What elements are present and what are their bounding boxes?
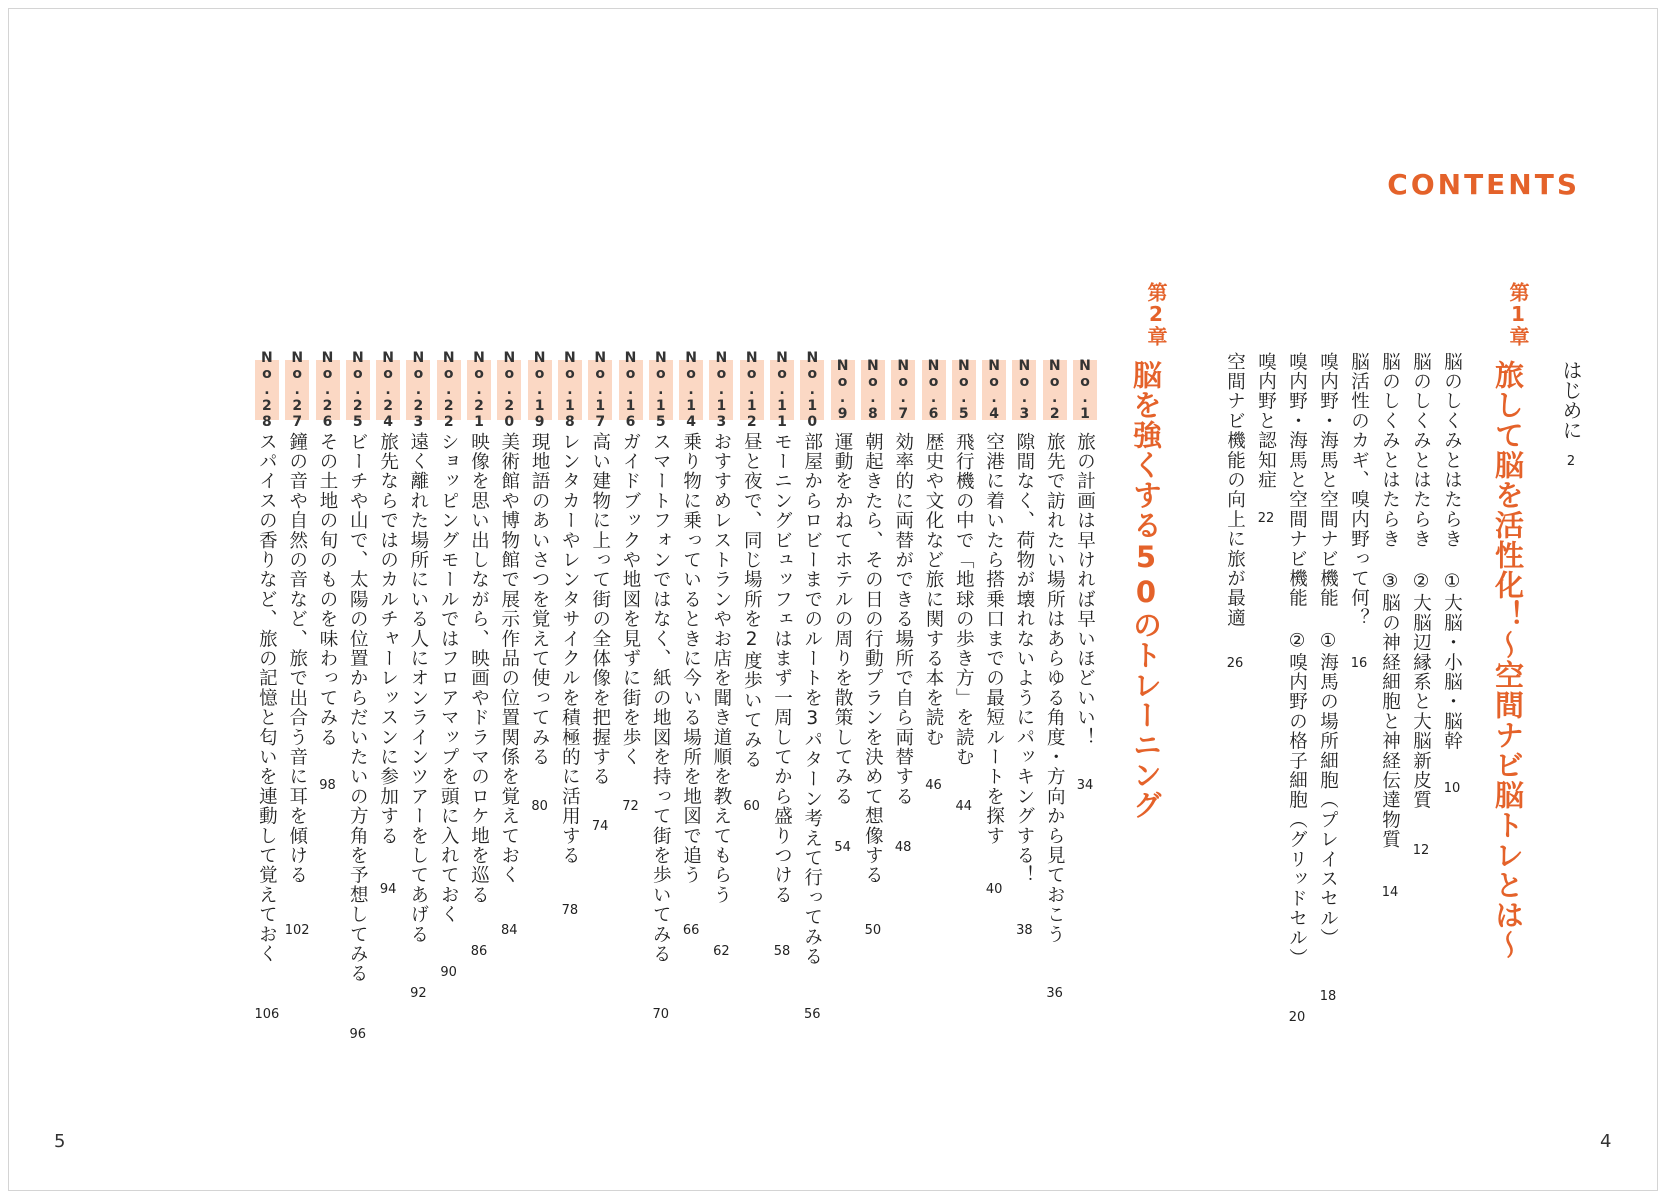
chapter1-entry-text: 脳のしくみとはたらき ①大脳・小脳・脳幹	[1441, 352, 1463, 751]
item-number-badge	[497, 350, 521, 430]
item-number-label: No.3	[1016, 358, 1033, 422]
chapter2-entry-text: 昼と夜で、同じ場所を2度歩いてみる	[741, 432, 763, 770]
chapter2-entry-text: ショッピングモールではフロアマップを頭に入れておく	[438, 432, 460, 925]
item-number-label: No.25	[349, 350, 366, 430]
chapter2-entry-text: ガイドブックや地図を見ずに街を歩く	[620, 432, 641, 767]
chapter2-entry-page: 98	[319, 777, 336, 793]
item-number-label: No.12	[743, 350, 760, 430]
item-number-label: No.6	[925, 358, 942, 422]
chapter2-entry-page: 38	[1016, 923, 1033, 939]
item-number-badge	[891, 360, 915, 420]
item-number-label: No.5	[955, 358, 972, 422]
chapter2-entry-text: 旅先で訪れたい場所はあらゆる角度・方向から見ておこう	[1044, 432, 1066, 945]
chapter2-entry-text: 旅先ならではのカルチャーレッスンに参加する	[377, 432, 399, 846]
chapter2-label: 第2章	[1144, 282, 1168, 346]
chapter2-entry-text: 空港に着いたら搭乗口までの最短ルートを探す	[983, 432, 1005, 846]
chapter1-entry-text: 脳活性のカギ、嗅内野って何？	[1348, 352, 1370, 628]
chapter2-entry-text: 朝起きたら、その日の行動プランを決めて想像する	[862, 432, 884, 886]
chapter2-entry-text: スマートフォンではなく、紙の地図を持って街を歩いてみる	[650, 432, 672, 964]
chapter2-entry-page: 80	[531, 798, 548, 814]
item-number-badge	[558, 350, 582, 430]
chapter1-entry-text: 脳のしくみとはたらき ③脳の神経細胞と神経伝達物質	[1379, 352, 1401, 850]
chapter2-entry-page: 70	[652, 1006, 670, 1022]
page-number-left: 5	[54, 1131, 66, 1152]
chapter2-entry-page: 36	[1046, 985, 1063, 1001]
chapter2-entry-page: 50	[864, 923, 882, 939]
item-number-label: No.11	[774, 350, 790, 430]
item-number-badge	[1012, 360, 1036, 420]
chapter1-entry-text: 嗅内野・海馬と空間ナビ機能 ②嗅内野の格子細胞（グリッドセル）	[1286, 352, 1308, 968]
item-number-badge	[619, 350, 643, 430]
chapter1-label: 第1章	[1506, 282, 1530, 346]
chapter2-title: 脳を強くする50のトレーニング	[1129, 360, 1163, 820]
item-number-badge	[255, 350, 279, 430]
chapter2-entry-page: 58	[773, 944, 791, 960]
chapter2-entry-page: 92	[410, 985, 427, 1001]
item-number-label: No.26	[319, 350, 336, 430]
chapter1-entry-page: 20	[1288, 1009, 1306, 1025]
item-number-label: No.16	[622, 350, 639, 430]
item-number-label: No.2	[1046, 358, 1063, 422]
item-number-label: No.18	[561, 350, 578, 430]
chapter2-entry-text: スパイスの香りなど、旅の記憶と匂いを連動して覚えておく	[256, 432, 278, 964]
chapter1-entry-page: 16	[1350, 656, 1368, 672]
chapter2-entry-page: 34	[1076, 777, 1094, 793]
item-number-label: No.15	[652, 350, 669, 430]
chapter2-entry-page: 78	[561, 902, 579, 918]
chapter2-entry-text: 歴史や文化など旅に関する本を読む	[923, 432, 944, 748]
chapter2-entry-page: 66	[682, 923, 700, 939]
item-number-label: No.14	[683, 350, 700, 430]
item-number-label: No.21	[471, 350, 487, 430]
item-number-label: No.7	[895, 358, 912, 422]
chapter2-entry-page: 60	[743, 798, 760, 814]
item-number-label: No.28	[258, 350, 275, 430]
intro-label: はじめに	[1559, 360, 1583, 440]
chapter2-entry-text: 映像を思い出しながら、映画やドラマのロケ地を巡る	[468, 432, 490, 905]
chapter2-entry-page: 48	[894, 840, 912, 856]
item-number-badge	[588, 350, 612, 430]
chapter2-entry-page: 56	[804, 1006, 821, 1022]
chapter1-entry-page: 26	[1226, 656, 1244, 672]
page-number-right: 4	[1600, 1131, 1612, 1152]
item-number-badge	[952, 360, 976, 420]
chapter2-entry-text: 飛行機の中で「地球の歩き方」を読む	[953, 432, 975, 767]
chapter2-entry-text: 高い建物に上って街の全体像を把握する	[589, 432, 611, 787]
chapter1-entry-page: 12	[1412, 843, 1430, 859]
chapter2-entry-page: 44	[955, 798, 973, 814]
item-number-badge	[679, 350, 703, 430]
chapter2-entry-page: 90	[440, 965, 457, 980]
item-number-label: No.24	[380, 350, 397, 430]
item-number-badge	[709, 350, 733, 430]
chapter2-entry-page: 106	[254, 1006, 280, 1022]
chapter2-entry-text: 隙間なく、荷物が壊れないようにパッキングする！	[1013, 432, 1035, 886]
item-number-badge	[770, 350, 794, 430]
chapter2-entry-text: その土地の旬のものを味わってみる	[317, 432, 338, 748]
item-number-label: No.27	[289, 350, 306, 430]
chapter2-entry-text: 美術館や博物館で展示作品の位置関係を覚えておく	[498, 432, 520, 886]
chapter2-entry-text: 乗り物に乗っているときに今いる場所を地図で追う	[680, 432, 702, 886]
item-number-label: No.10	[804, 350, 821, 430]
chapter2-entry-page: 54	[834, 840, 851, 856]
chapter2-entry-text: モーニングビュッフェはまず一周してから盛りつける	[771, 432, 793, 905]
contents-title: CONTENTS	[1387, 168, 1580, 201]
chapter1-entry-text: 空間ナビ機能の向上に旅が最適	[1224, 352, 1246, 628]
item-number-badge	[346, 350, 370, 430]
item-number-label: No.8	[864, 358, 881, 422]
chapter2-entry-text: おすすめレストランやお店を聞き道順を教えてもらう	[710, 432, 732, 905]
chapter2-entry-page: 96	[349, 1027, 367, 1043]
item-number-label: No.19	[531, 350, 548, 430]
item-number-badge	[831, 360, 855, 420]
item-number-label: No.22	[440, 350, 457, 430]
chapter2-entry-page: 46	[925, 777, 942, 793]
chapter1-entry-page: 14	[1381, 885, 1399, 900]
chapter2-entry-text: レンタカーやレンタサイクルを積極的に活用する	[559, 432, 581, 866]
chapter2-entry-page: 72	[622, 798, 639, 814]
item-number-label: No.23	[410, 350, 427, 430]
item-number-badge	[1043, 360, 1067, 420]
item-number-label: No.1	[1077, 358, 1093, 422]
chapter2-entry-text: ビーチや山で、太陽の位置からだいたいの方角を予想してみる	[347, 432, 369, 984]
item-number-badge	[376, 350, 400, 430]
item-number-badge	[467, 350, 491, 430]
chapter2-entry-text: 現地語のあいさつを覚えて使ってみる	[529, 432, 551, 767]
chapter2-entry-page: 84	[501, 923, 518, 939]
chapter2-entry-page: 62	[713, 944, 730, 960]
item-number-badge	[922, 360, 946, 420]
item-number-badge	[740, 350, 764, 430]
chapter1-entry-text: 脳のしくみとはたらき ②大脳辺縁系と大脳新皮質	[1410, 352, 1432, 811]
chapter2-entry-text: 旅の計画は早ければ早いほどいい！	[1074, 432, 1096, 748]
item-number-badge	[285, 350, 309, 430]
item-number-badge	[437, 350, 461, 430]
item-number-badge	[528, 350, 552, 430]
item-number-label: No.20	[501, 350, 518, 430]
chapter1-entry-page: 10	[1443, 781, 1461, 796]
chapter1-title: 旅して脳を活性化！〜空間ナビ脳トレとは〜	[1491, 360, 1525, 960]
item-number-badge	[316, 350, 340, 430]
item-number-label: No.4	[986, 358, 1003, 422]
chapter2-entry-page: 74	[591, 819, 609, 835]
chapter2-entry-page: 86	[470, 944, 488, 960]
chapter1-entry-text: 嗅内野・海馬と空間ナビ機能 ①海馬の場所細胞（プレイスセル）	[1317, 352, 1339, 948]
item-number-label: No.17	[592, 350, 609, 430]
item-number-badge	[861, 360, 885, 420]
chapter2-entry-text: 鐘の音や自然の音など、旅で出合う音に耳を傾ける	[286, 432, 308, 886]
item-number-label: No.9	[834, 358, 851, 422]
item-number-badge	[406, 350, 430, 430]
chapter2-entry-page: 40	[985, 881, 1003, 897]
chapter2-entry-page: 102	[284, 923, 310, 939]
item-number-label: No.13	[713, 350, 730, 430]
item-number-badge	[1073, 360, 1097, 420]
chapter2-entry-text: 効率的に両替ができる場所で自ら両替する	[892, 432, 914, 807]
chapter1-entry-page: 18	[1319, 989, 1337, 1004]
item-number-badge	[800, 350, 824, 430]
item-number-badge	[982, 360, 1006, 420]
chapter1-entry-page: 22	[1257, 510, 1275, 526]
chapter1-entry-text: 嗅内野と認知症	[1255, 352, 1277, 490]
item-number-badge	[649, 350, 673, 430]
chapter2-entry-text: 部屋からロビーまでのルートを3パターン考えて行ってみる	[801, 432, 823, 967]
intro-page: 2	[1566, 454, 1576, 469]
chapter2-entry-text: 運動をかねてホテルの周りを散策してみる	[832, 432, 854, 807]
chapter2-entry-text: 遠く離れた場所にいる人にオンラインツアーをしてあげる	[407, 432, 429, 945]
chapter2-entry-page: 94	[379, 881, 397, 897]
